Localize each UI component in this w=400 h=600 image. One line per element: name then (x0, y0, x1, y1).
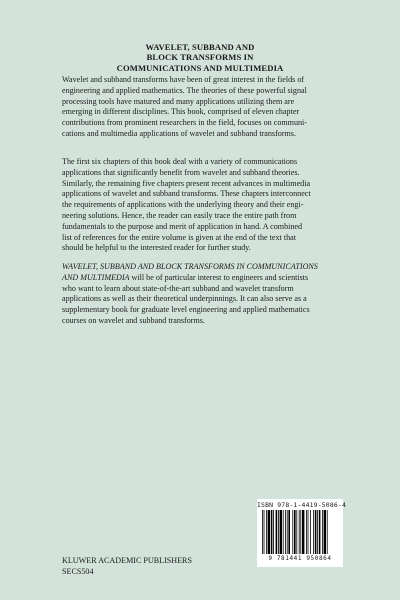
barcode-bar (271, 510, 273, 554)
publisher-code: SECS504 (62, 566, 94, 576)
text-line: applications as well as their theoretical underpinnings. It can also serve as a (62, 294, 307, 304)
text-span: will be of particular interest to engineers and scientists (129, 272, 309, 282)
text-line (62, 273, 346, 284)
text-line: Similarly, the remaining five chapters present recent advances in multimedia (62, 178, 311, 188)
barcode-bar (273, 510, 274, 554)
barcode-bar (262, 510, 263, 554)
title-line: BLOCK TRANSFORMS IN (146, 52, 254, 63)
text-line: Wavelet and subband transforms have been of great interest in the fields of (62, 75, 305, 84)
book-title (0, 42, 400, 73)
text-line: applications of wavelet and subband transforms. These chapters interconnect (62, 189, 311, 199)
barcode-bar (322, 510, 323, 554)
publisher-block (62, 556, 192, 577)
barcode-bar (308, 510, 309, 554)
text-line-italic: WAVELET, SUBBAND AND BLOCK TRANSFORMS IN COMMUNICATIONS (62, 262, 318, 271)
text-line: cations and multimedia applications of wavelet and subband transforms. (62, 128, 296, 138)
publisher-name: KLUWER ACADEMIC PUBLISHERS (62, 556, 192, 565)
barcode-bar (266, 510, 267, 554)
text-line: processing tools have matured and many applications utilizing them are (62, 96, 295, 106)
barcode-bar (315, 510, 317, 554)
text-line: the requirements of applications with the underlying theory and their engi- (62, 200, 304, 210)
text-line: fundamentals to the purpose and merit of application in hand. A combined (62, 221, 303, 231)
title-line: WAVELET, SUBBAND AND (145, 42, 255, 52)
barcode-digits: 9 781441 950864 (268, 555, 332, 562)
barcode-bar (327, 510, 328, 554)
barcode-bar (317, 510, 318, 554)
barcode-bar (278, 510, 279, 554)
barcode-bar (294, 510, 296, 554)
barcode-image (259, 510, 341, 554)
barcode-bar (302, 510, 304, 554)
italic-title-ref: AND MULTIMEDIA (62, 272, 130, 282)
barcode-bar (280, 510, 282, 554)
text-line: contributions from prominent researchers in the field, focuses on communi- (62, 118, 307, 128)
description-paragraph-1 (62, 75, 346, 140)
title-line: COMMUNICATIONS AND MULTIMEDIA (116, 62, 284, 73)
barcode-bar (324, 510, 326, 554)
barcode-bar (296, 510, 297, 554)
text-line: emerging in different disciplines. This book, comprised of eleven chapter (62, 107, 300, 117)
text-line: engineering and applied mathematics. The theories of these powerful signal (62, 85, 307, 95)
barcode-bar (264, 510, 265, 554)
text-line: The first six chapters of this book deal with a variety of communications (62, 157, 298, 166)
barcode-bar (310, 510, 311, 554)
barcode-bar (283, 510, 284, 554)
barcode-bar (299, 510, 300, 554)
isbn-label: ISBN 978-1-4419-5086-4 (257, 501, 347, 509)
text-line: courses on wavelet and subband transforms. (62, 315, 205, 325)
isbn-barcode (257, 499, 347, 567)
barcode-bar (268, 510, 270, 554)
text-line: applications that significantly benefit from wavelet and subband theories. (62, 167, 300, 177)
description-paragraph-3 (62, 262, 346, 327)
barcode-bar (306, 510, 307, 554)
barcode-bar (313, 510, 314, 554)
text-line: neering solutions. Hence, the reader can easily trace the entire path from (62, 210, 297, 220)
barcode-bar (285, 510, 286, 554)
text-line: who want to learn about state-of-the-art subband and wavelet transform (62, 283, 294, 293)
barcode-bar (292, 510, 293, 554)
barcode-bar (288, 510, 290, 554)
text-line: supplementary book for graduate level engineering and applied mathematics (62, 305, 310, 315)
barcode-bar (319, 510, 321, 554)
text-line: list of references for the entire volume is given at the end of the text that (62, 232, 296, 242)
barcode-bar (276, 510, 278, 554)
text-line: should be helpful to the interested reader for further study. (62, 243, 251, 253)
barcode-bar (287, 510, 288, 554)
barcode-bar (300, 510, 301, 554)
description-paragraph-2 (62, 157, 346, 254)
